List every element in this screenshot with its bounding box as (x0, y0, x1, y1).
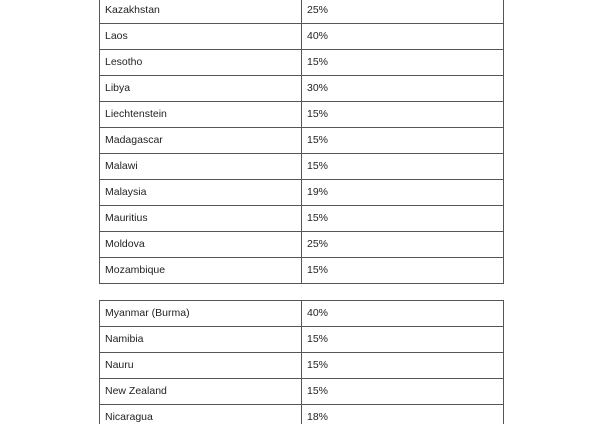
table-body (100, 0, 504, 284)
table-row (100, 102, 504, 128)
table-row (100, 76, 504, 102)
rate-cell: 15% (302, 379, 504, 405)
country-cell: Mozambique (100, 258, 302, 284)
table-row (100, 379, 504, 405)
country-cell: Moldova (100, 232, 302, 258)
country-cell: Liechtenstein (100, 102, 302, 128)
country-cell: Myanmar (Burma) (100, 301, 302, 327)
rate-cell: 15% (302, 353, 504, 379)
country-cell: Nauru (100, 353, 302, 379)
rate-cell: 40% (302, 24, 504, 50)
country-cell: Mauritius (100, 206, 302, 232)
rate-cell: 15% (302, 102, 504, 128)
rate-cell: 25% (302, 232, 504, 258)
rate-cell: 15% (302, 327, 504, 353)
rate-cell: 18% (302, 405, 504, 424)
rate-cell: 19% (302, 180, 504, 206)
country-cell: Malaysia (100, 180, 302, 206)
country-cell: New Zealand (100, 379, 302, 405)
country-cell: Laos (100, 24, 302, 50)
table-row (100, 232, 504, 258)
table-row (100, 0, 504, 24)
country-cell: Libya (100, 76, 302, 102)
country-cell: Namibia (100, 327, 302, 353)
rate-cell: 40% (302, 301, 504, 327)
table-row (100, 301, 504, 327)
table-row (100, 258, 504, 284)
country-rate-table (99, 0, 504, 284)
rate-cell: 15% (302, 258, 504, 284)
table-row (100, 206, 504, 232)
rate-cell: 15% (302, 206, 504, 232)
country-cell: Malawi (100, 154, 302, 180)
table-body (100, 301, 504, 424)
country-rate-table (99, 300, 504, 424)
table-row (100, 50, 504, 76)
rate-cell: 25% (302, 0, 504, 24)
country-cell: Madagascar (100, 128, 302, 154)
table-row (100, 24, 504, 50)
rate-cell: 15% (302, 154, 504, 180)
table-row (100, 353, 504, 379)
table-row (100, 327, 504, 353)
table-row (100, 154, 504, 180)
rate-cell: 15% (302, 128, 504, 154)
rate-cell: 15% (302, 50, 504, 76)
table-row (100, 128, 504, 154)
rate-cell: 30% (302, 76, 504, 102)
country-cell: Nicaragua (100, 405, 302, 424)
table-row (100, 405, 504, 424)
table-row (100, 180, 504, 206)
country-cell: Kazakhstan (100, 0, 302, 24)
country-cell: Lesotho (100, 50, 302, 76)
